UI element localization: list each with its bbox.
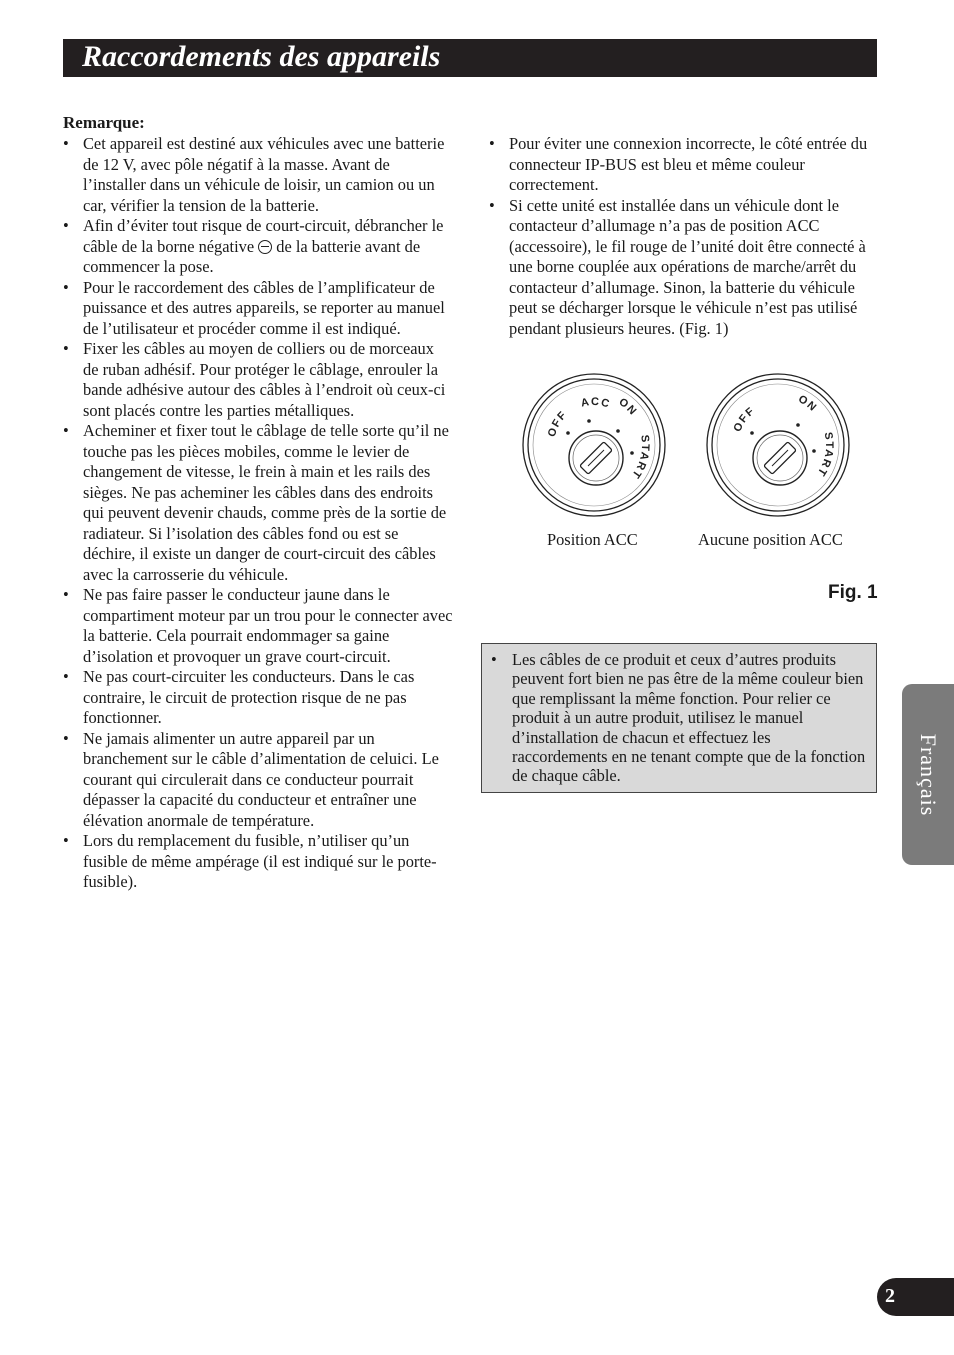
page-number-badge — [877, 1278, 954, 1316]
list-item: • Pour le raccordement des câbles de l’amplificateur de puissance et des autres appareils, se reporter au manuel de l’utilisateur et procéder comme il est indiqué. — [63, 278, 453, 340]
caption-no-acc-position: Aucune position ACC — [698, 530, 843, 549]
list-item: • Si cette unité est installée dans un véhicule dont le contacteur d’allumage n’a pas de position ACC (accessoire), le fil rouge de l’unité doit être connecté à une borne couplée aux opérations de marche/arrêt du contacteur d’allumage. Sinon, la batterie du véhicule peut se décharger lorsque le véhicule n’est pas utilisé pendant plusieurs heures. (Fig. 1) — [489, 196, 881, 340]
svg-text:OFF — [732, 405, 758, 434]
on-label: ON — [616, 395, 640, 419]
svg-text:START — [814, 431, 835, 479]
note-box — [481, 643, 877, 793]
right-column — [489, 134, 881, 339]
list-item — [63, 216, 453, 278]
svg-text:ON — [796, 393, 819, 414]
start-label: START — [814, 431, 836, 479]
on-label: ON — [796, 393, 820, 415]
caption-acc-position: Position ACC — [547, 530, 638, 549]
remark-heading: Remarque: — [63, 113, 145, 132]
list-item-text-end: de la batterie avant de commencer la pose. — [83, 236, 421, 276]
svg-text:ACC — [580, 396, 612, 411]
negative-terminal-icon — [258, 240, 272, 254]
list-item: • Cet appareil est destiné aux véhicules avec une batterie de 12 V, avec pôle négatif à la masse. Avant de l’installer dans un véhicule de loisir, un camion ou un car, vérifier la tension de la batterie. — [63, 134, 453, 216]
acc-label: ACC — [579, 395, 612, 411]
note-list — [491, 650, 868, 786]
figure-label: Fig. 1 — [828, 582, 878, 603]
list-item: • Ne pas faire passer le conducteur jaune dans le compartiment moteur par un trou pour le connecter avec la batterie. Cela pourrait endommager sa gaine d’isolation et provoquer un grave court-circuit. — [63, 585, 453, 667]
ignition-switch-no-acc-diagram — [702, 369, 854, 521]
right-list — [489, 134, 881, 339]
list-item: • Acheminer et fixer tout le câblage de telle sorte qu’il ne touche pas les pièces mobiles, comme le levier de changement de vitesse, le frein à main et les rails des sièges. Ne pas acheminer les câbles dans des endroits qui peuvent devenir chauds, comme près de la sortie de radiateur. Si l’isolation des câbles fond ou est se déchire, il existe un danger de court-circuit des câbles avec la carrosserie du véhicule. — [63, 421, 453, 585]
left-column — [63, 112, 453, 893]
page-title: Raccordements des appareils — [82, 40, 441, 73]
svg-text:OFF — [546, 409, 570, 439]
list-item: • Pour éviter une connexion incorrecte, le côté entrée du connecteur IP-BUS est bleu et même couleur correctement. — [489, 134, 881, 196]
list-item: • Les câbles de ce produit et ceux d’autres produits peuvent fort bien ne pas être de la même couleur bien que remplissant la même fonction. Pour relier ce produit à un autre produit, utilisez le manuel d’installation de chacun et effectuez les raccordements en ne tenant compte que de la fonction de chaque câble. — [491, 650, 868, 786]
page-number: 2 — [885, 1285, 895, 1307]
list-item: • Fixer les câbles au moyen de colliers ou de morceaux de ruban adhésif. Pour protéger le câblage, enrouler la bande adhésive autour des câbles à l’endroit où ceux-ci sont placés contre les parties métalliques. — [63, 339, 453, 421]
off-label: OFF — [545, 408, 570, 439]
remark-list — [63, 134, 453, 893]
svg-text:ON — [616, 396, 639, 418]
list-item: • Lors du remplacement du fusible, n’utiliser qu’un fusible de même ampérage (il est indiqué sur le porte-fusible). — [63, 831, 453, 893]
list-item-text-start: Afin d’éviter tout risque de court-circuit, débrancher le câble de la borne négative — [83, 216, 444, 256]
language-tab-label: Français — [916, 733, 941, 816]
list-item: • Ne pas court-circuiter les conducteurs. Dans le cas contraire, le circuit de protection risque de ne pas fonctionner. — [63, 667, 453, 729]
language-tab — [902, 684, 954, 865]
off-label: OFF — [731, 404, 758, 434]
ignition-switch-acc-diagram — [518, 369, 670, 521]
title-bar — [63, 39, 877, 77]
list-item: • Ne jamais alimenter un autre appareil par un branchement sur le câble d’alimentation de celuici. Le courant qui circulerait dans ce conducteur pourrait dépasser la capacité du conducteur et entraîner une élévation anormale de température. — [63, 729, 453, 832]
start-label: START — [628, 434, 652, 482]
